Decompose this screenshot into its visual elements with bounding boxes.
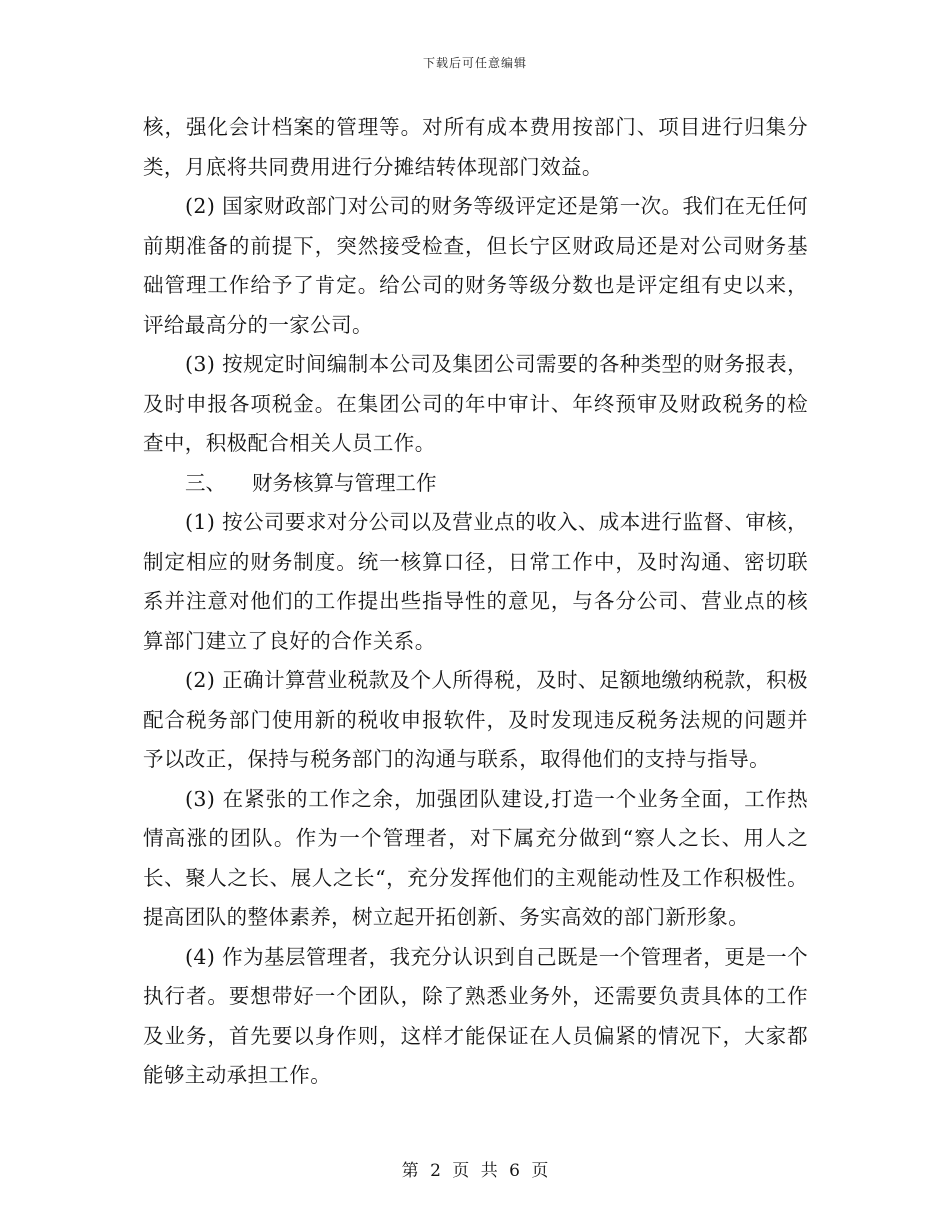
page-header: 下载后可任意编辑 <box>422 56 527 70</box>
document-body <box>143 108 808 1096</box>
section-paragraph-1: (1) 按公司要求对分公司以及营业点的收入、成本进行监督、审核，制定相应的财务制度。统一核算口径，日常工作中，及时沟通、密切联系并注意对他们的工作提出些指导性的意见，与各分公司、营业点的核算部门建立了良好的合作关系。 <box>143 510 808 653</box>
page-footer: 第 2 页 共 6 页 <box>401 1161 549 1181</box>
section-paragraph-2: (2) 正确计算营业税款及个人所得税，及时、足额地缴纳税款，积极配合税务部门使用新的税收申报软件，及时发现违反税务法规的问题并予以改正，保持与税务部门的沟通与联系，取得他们的支持与指导。 <box>143 668 808 771</box>
paragraph-item-2: (2) 国家财政部门对公司的财务等级评定还是第一次。我们在无任何前期准备的前提下，突然接受检查，但长宁区财政局还是对公司财务基础管理工作给予了肯定。给公司的财务等级分数也是评定组有史以来，评给最高分的一家公司。 <box>143 194 808 337</box>
section-heading <box>143 464 808 504</box>
section-title: 财务核算与管理工作 <box>252 470 437 495</box>
section-number: 三、 <box>185 470 226 495</box>
paragraph-item-3: (3) 按规定时间编制本公司及集团公司需要的各种类型的财务报表，及时申报各项税金。在集团公司的年中审计、年终预审及财政税务的检查中，积极配合相关人员工作。 <box>143 352 808 455</box>
section-paragraph-3: (3) 在紧张的工作之余，加强团队建设,打造一个业务全面，工作热情高涨的团队。作为一个管理者，对下属充分做到“察人之长、用人之长、聚人之长、展人之长“，充分发挥他们的主观能动性及工作积极性。提高团队的整体素养，树立起开拓创新、务实高效的部门新形象。 <box>143 786 808 929</box>
section-paragraph-4: (4) 作为基层管理者，我充分认识到自己既是一个管理者，更是一个执行者。要想带好一个团队，除了熟悉业务外，还需要负责具体的工作及业务，首先要以身作则，这样才能保证在人员偏紧的情况下，大家都能够主动承担工作。 <box>143 944 808 1087</box>
paragraph-continuation: 核，强化会计档案的管理等。对所有成本费用按部门、项目进行归集分类，月底将共同费用进行分摊结转体现部门效益。 <box>143 115 808 179</box>
